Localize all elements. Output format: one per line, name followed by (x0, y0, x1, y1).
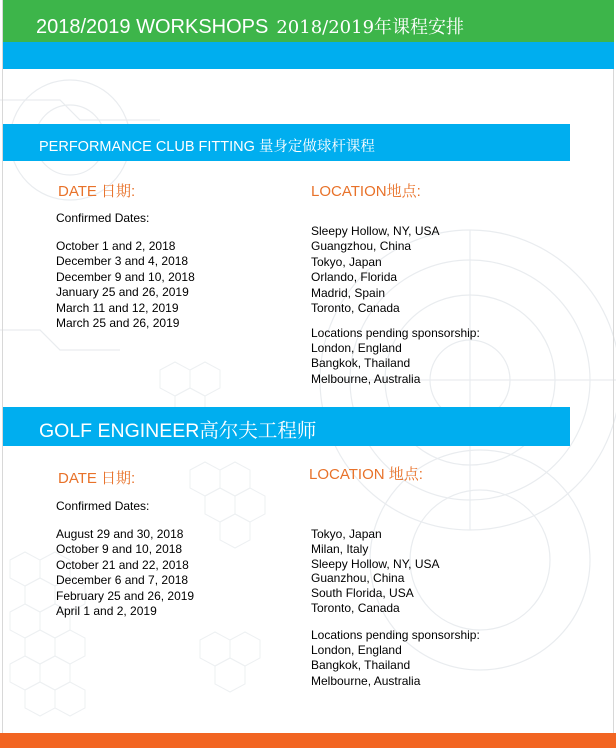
location-item: Sleepy Hollow, NY, USA (311, 224, 440, 238)
location-item: Guanzhou, China (311, 571, 405, 586)
footer-bar (0, 733, 616, 748)
date-list (56, 527, 194, 619)
header-bar (3, 0, 614, 42)
date-item: April 1 and 2, 2019 (56, 604, 157, 619)
date-item: February 25 and 26, 2019 (56, 588, 195, 603)
pending-location-item: Bangkok, Thailand (311, 356, 411, 371)
confirmed-dates-label: Confirmed Dates: (56, 211, 150, 225)
location-item: Orlando, Florida (311, 270, 398, 285)
date-item: October 21 and 22, 2018 (56, 557, 189, 572)
section-title: GOLF ENGINEER高尔夫工程师 (39, 420, 317, 442)
date-heading: DATE 日期: (58, 183, 136, 200)
pending-location-item: Bangkok, Thailand (311, 658, 411, 673)
date-item: December 3 and 4, 2018 (56, 254, 189, 269)
location-item: Guangzhou, China (311, 239, 412, 254)
pending-location-item: Melbourne, Australia (311, 371, 421, 386)
page-title (36, 13, 464, 39)
date-list (56, 239, 195, 331)
date-item: August 29 and 30, 2018 (56, 527, 184, 541)
location-list (311, 224, 440, 316)
location-heading: LOCATION 地点: (309, 466, 423, 483)
page-title-en: 2018/2019 WORKSHOPS (36, 16, 269, 38)
location-item: Toronto, Canada (311, 600, 400, 615)
location-item: Tokyo, Japan (311, 254, 382, 269)
location-heading: LOCATION地点: (311, 183, 421, 200)
pending-location-list (311, 643, 420, 689)
pending-label: Locations pending sponsorship: (311, 326, 480, 340)
location-item: Madrid, Spain (311, 285, 386, 300)
location-item: Milan, Italy (311, 541, 369, 556)
pending-label: Locations pending sponsorship: (311, 628, 480, 642)
date-item: October 9 and 10, 2018 (56, 542, 183, 557)
date-item: March 11 and 12, 2019 (56, 300, 179, 315)
header-accent-bar (3, 42, 614, 69)
section-bar-golf-engineer (3, 407, 570, 446)
location-item: Sleepy Hollow, NY, USA (311, 556, 440, 571)
section-title: PERFORMANCE CLUB FITTING 量身定做球杆课程 (39, 139, 375, 155)
pending-location-item: London, England (311, 341, 402, 355)
date-item: December 6 and 7, 2018 (56, 573, 189, 588)
page-title-cn: 2018/2019年课程安排 (276, 17, 465, 38)
location-list (311, 527, 440, 616)
location-item: Tokyo, Japan (311, 527, 382, 541)
date-item: October 1 and 2, 2018 (56, 239, 176, 253)
date-item: January 25 and 26, 2019 (56, 285, 189, 300)
section-bar-club-fitting (3, 124, 570, 161)
pending-location-item: London, England (311, 643, 402, 657)
date-item: March 25 and 26, 2019 (56, 316, 180, 331)
pending-location-item: Melbourne, Australia (311, 673, 421, 688)
confirmed-dates-label: Confirmed Dates: (56, 499, 150, 513)
location-item: South Florida, USA (311, 586, 414, 601)
pending-location-list (311, 341, 420, 387)
location-item: Toronto, Canada (311, 301, 400, 316)
date-item: December 9 and 10, 2018 (56, 269, 195, 284)
date-heading: DATE 日期: (58, 470, 136, 487)
